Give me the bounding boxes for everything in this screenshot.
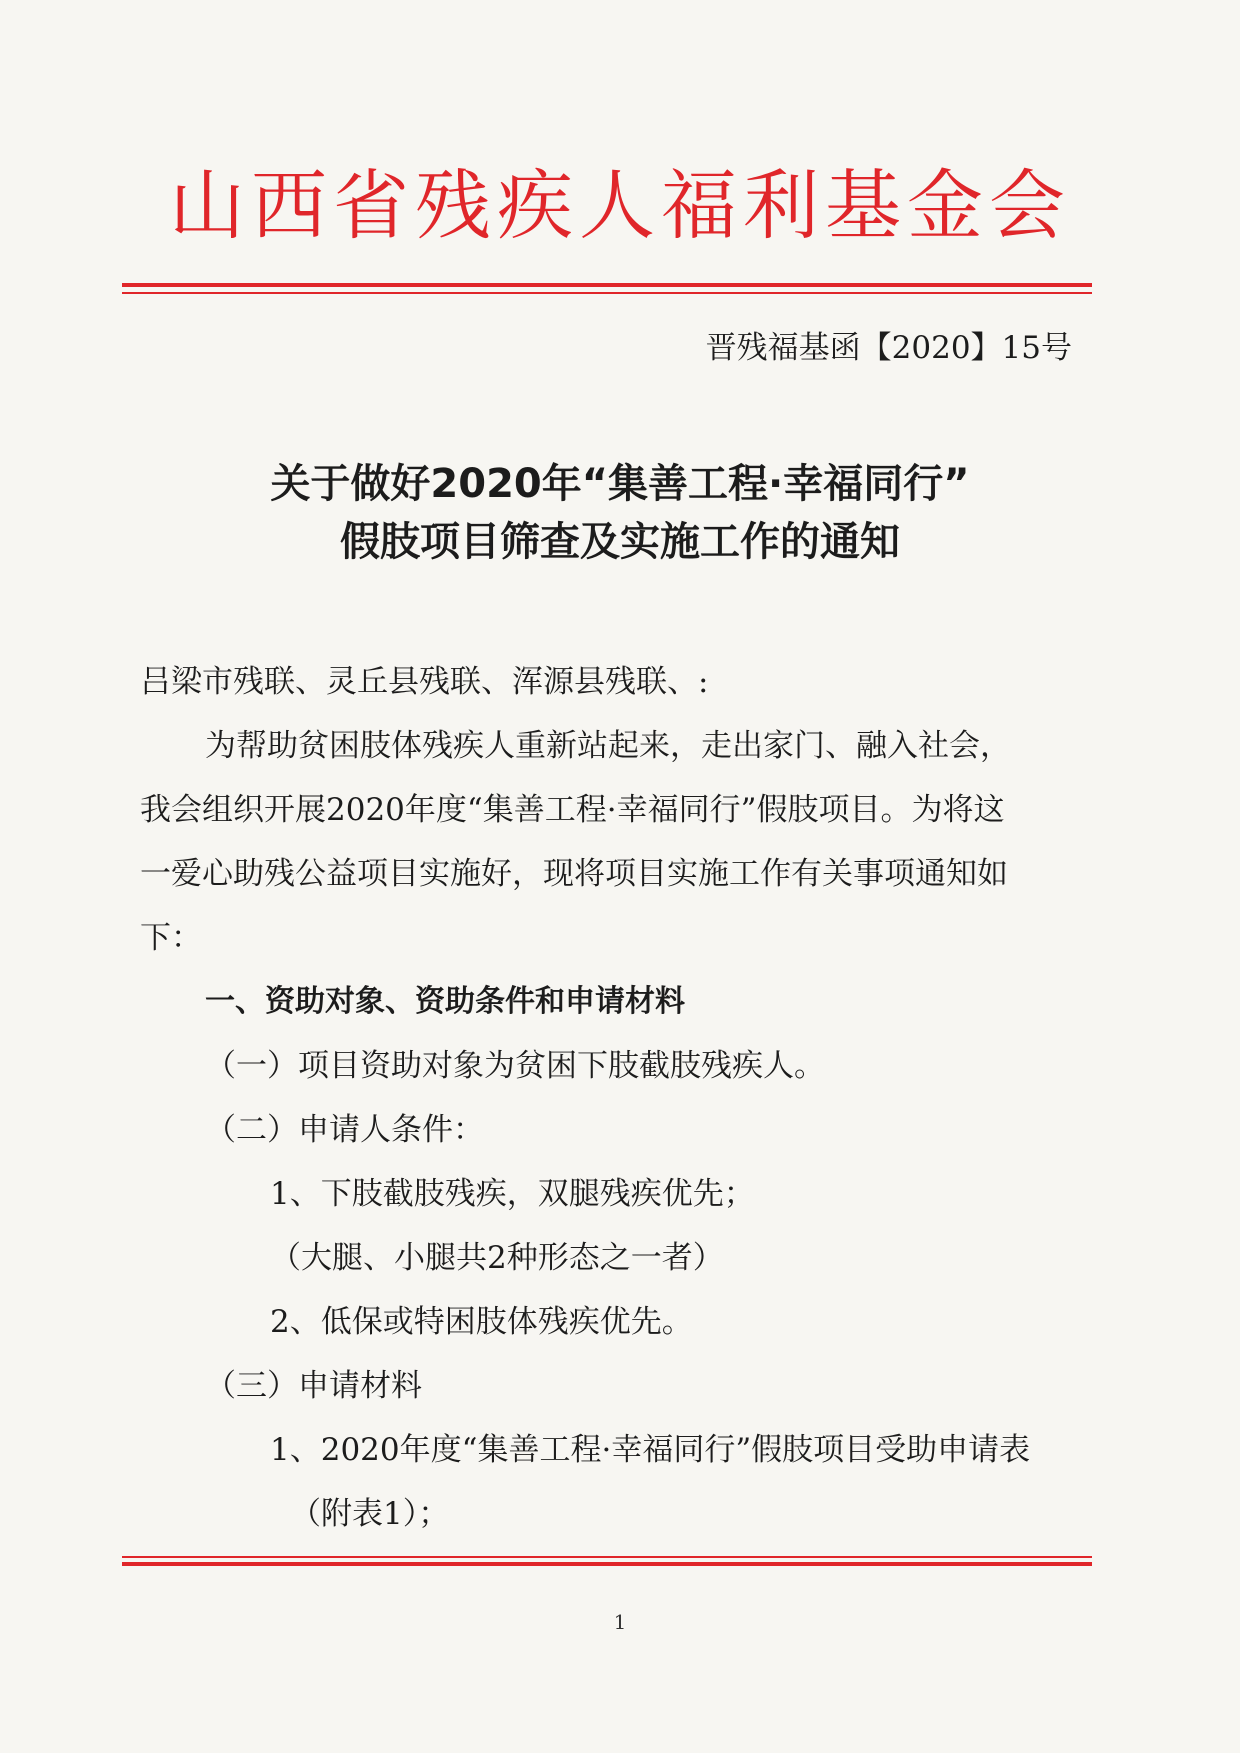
intro-line-4: 下：: [140, 920, 202, 956]
section-1-item-3: （三）申请材料: [205, 1368, 422, 1404]
section-1-heading: 一、资助对象、资助条件和申请材料: [205, 984, 685, 1019]
section-1-item-2-sub-1: 1、下肢截肢残疾，双腿残疾优先；: [270, 1176, 755, 1212]
intro-line-2: 我会组织开展2020年度“集善工程·幸福同行”假肢项目。为将这: [140, 792, 1005, 828]
letterhead-rule-thin: [122, 292, 1092, 294]
section-1-item-2: （二）申请人条件：: [205, 1112, 484, 1148]
page-number: 1: [613, 1610, 627, 1634]
section-1-item-3-sub-1-cont: （附表1）；: [290, 1496, 450, 1532]
footer-rule-thin: [122, 1556, 1092, 1558]
document-title-line-2: 假肢项目筛查及实施工作的通知: [340, 519, 900, 565]
section-1-item-3-sub-1: 1、2020年度“集善工程·幸福同行”假肢项目受助申请表: [270, 1432, 1031, 1468]
addressees: 吕梁市残联、灵丘县残联、浑源县残联、:: [140, 664, 709, 700]
intro-line-1: 为帮助贫困肢体残疾人重新站起来，走出家门、融入社会，: [205, 728, 1011, 764]
letterhead-rule-thick: [122, 283, 1092, 287]
section-1-item-2-sub-1-note: （大腿、小腿共2种形态之一者）: [270, 1240, 724, 1276]
document-number: 晋残福基函【2020】15号: [705, 330, 1072, 366]
intro-line-3: 一爱心助残公益项目实施好，现将项目实施工作有关事项通知如: [140, 856, 1008, 892]
organization-letterhead: 山西省残疾人福利基金会: [169, 161, 1071, 250]
document-title-line-1: 关于做好2020年“集善工程·幸福同行”: [270, 461, 970, 507]
section-1-item-2-sub-2: 2、低保或特困肢体残疾优先。: [270, 1304, 693, 1340]
section-1-item-1: （一）项目资助对象为贫困下肢截肢残疾人。: [205, 1048, 825, 1084]
footer-rule-thick: [122, 1562, 1092, 1566]
document-title: [0, 455, 1240, 571]
